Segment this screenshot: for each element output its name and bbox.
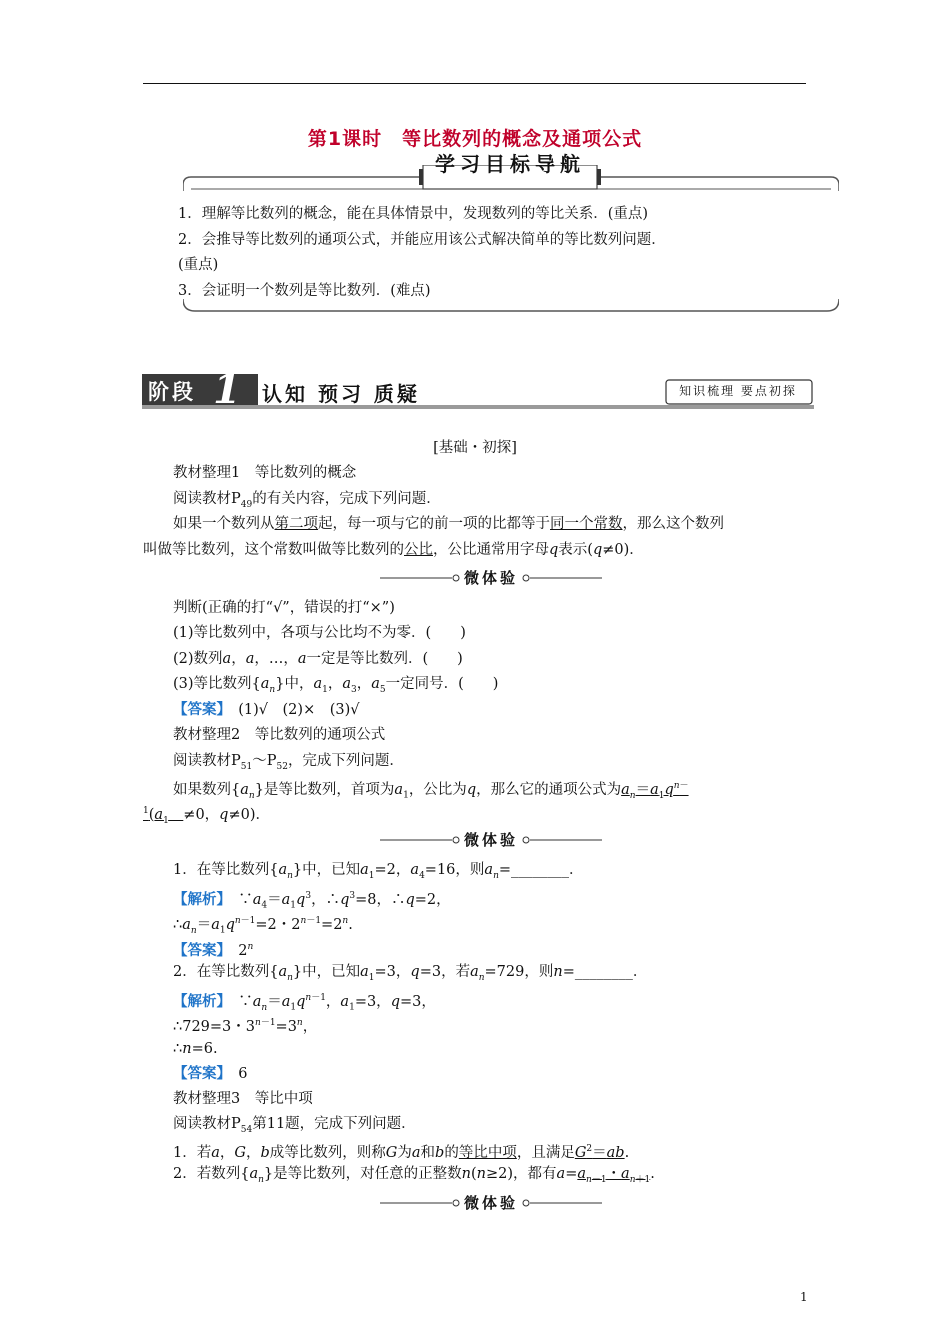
- block1-heading: 教材整理1 等比数列的概念: [173, 465, 357, 481]
- ex2-answer: 【答案】 6: [173, 1065, 248, 1082]
- objective-1: 1．理解等比数列的概念，能在具体情景中，发现数列的等比关系．(重点): [178, 206, 649, 222]
- objective-2: 2．会推导等比数列的通项公式，并能应用该公式解决简单的等比数列问题．: [178, 232, 666, 248]
- stage-title: 认知 预习 质疑: [262, 382, 420, 406]
- block3-heading: 教材整理3 等比中项: [173, 1091, 313, 1107]
- ex1-question: 1．在等比数列$\{a_n\}$中，已知$a_1=2$，$a_4=16$，则$a_n=\_\_\_\_\_\_\_\_$．: [173, 862, 584, 881]
- block3-read: 阅读教材$P_{54}$第11题，完成下列问题．: [173, 1116, 416, 1135]
- block1-def-line1: 如果一个数列从第二项起，每一项与它的前一项的比都等于同一个常数，那么这个数列: [173, 516, 724, 532]
- block2-def: 如果数列$\{a_n\}$是等比数列，首项为$a_1$，公比为q，那么它的通项公式为$a_n=a_1q^{n-}$: [173, 781, 689, 801]
- page-number: 1: [800, 1290, 808, 1304]
- ex2-question: 2．在等比数列$\{a_n\}$中，已知$a_1=3$，q=3，若$a_n=729$，则n=________．: [173, 964, 648, 983]
- stage-label: 阶段: [148, 380, 196, 404]
- judge-q3: (3)等比数列$\{a_n\}$中，$a_1$，$a_3$，$a_5$一定同号．( ): [173, 676, 499, 695]
- stage-number: 1: [213, 366, 241, 413]
- ex2-solution-1: 【解析】 $\because a_n=a_1q^{n-1}$，$a_1=3$，q=3，: [173, 992, 436, 1013]
- block2-read: 阅读教材$P_{51}\sim P_{52}$，完成下列问题．: [173, 753, 404, 772]
- judge-q2: (2)数列a，a，…，a一定是等比数列．( ): [173, 651, 463, 667]
- block2-heading: 教材整理2 等比数列的通项公式: [173, 727, 386, 743]
- block1-def-line2: 叫做等比数列，这个常数叫做等比数列的公比，公比通常用字母q表示(q≠0)．: [143, 542, 644, 558]
- micro-label-3: 微体验: [463, 1194, 518, 1212]
- judge-intro: 判断(正确的打“√”，错误的打“×”): [173, 600, 395, 616]
- section-basic: [基础・初探]: [433, 440, 517, 456]
- block3-item-2: 2．若数列$\{a_n\}$是等比数列，对任意的正整数n(n≥2)，都有$a=a_{n-1}$・$a_{n+1}$.: [173, 1166, 655, 1185]
- judge-answer: 【答案】 (1)√ (2)× (3)√: [173, 701, 360, 718]
- block2-def-cont: $^1(a_1$ ≠0，q≠0)．: [143, 806, 271, 826]
- objective-3: 3．会证明一个数列是等比数列．(难点): [178, 283, 431, 299]
- ex1-solution-2: $\therefore a_n=a_1q^{n-1}=2$・$2^{n-1}=2^n$.: [173, 916, 353, 936]
- objectives-title: 学习目标导航: [435, 152, 585, 176]
- micro-label-2: 微体验: [463, 831, 518, 849]
- block3-item-1: 1．若a，G，b成等比数列，则称G为a和b的等比中项，且满足$G^2=ab$.: [173, 1144, 630, 1161]
- ex2-solution-2: ∴729=3・$3^{n-1}=3^n$，: [173, 1018, 318, 1035]
- ex1-answer: 【答案】 2$^n$: [173, 941, 254, 959]
- micro-label-1: 微体验: [463, 569, 518, 587]
- ex2-solution-3: ∴n=6.: [173, 1041, 218, 1057]
- ex1-solution-1: 【解析】 $\because a_4=a_1q^3$，$\therefore q^3=8$，∴q=2，: [173, 890, 451, 911]
- judge-q1: (1)等比数列中，各项与公比均不为零．( ): [173, 625, 466, 641]
- stage-tag: 知识梳理 要点初探: [679, 384, 797, 398]
- objective-2-cont: (重点): [178, 257, 219, 273]
- header-rule: [143, 83, 806, 84]
- lesson-title: 第1课时 等比数列的概念及通项公式: [307, 128, 643, 150]
- block1-read: 阅读教材$P_{49}$的有关内容，完成下列问题．: [173, 491, 441, 510]
